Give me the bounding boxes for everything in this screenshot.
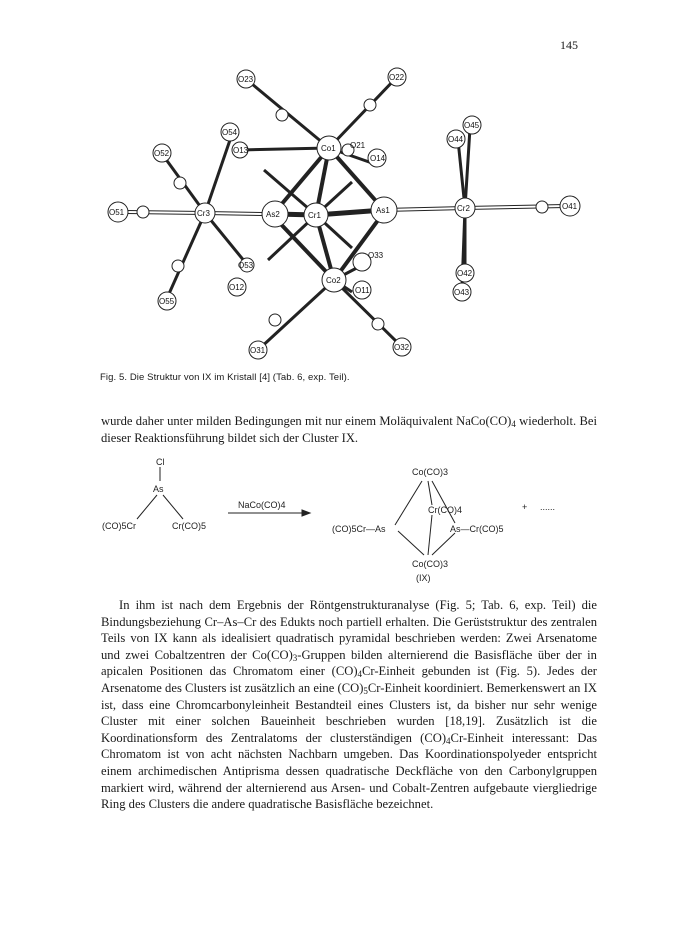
label-O11: O11 [355, 286, 370, 295]
label-O13: O13 [233, 146, 249, 155]
label-Cr2: Cr2 [457, 204, 470, 213]
reaction-scheme [0, 455, 680, 595]
label-Cr3: Cr3 [197, 209, 210, 218]
scheme-product-co-top: Co(CO)3 [412, 467, 449, 477]
label-Cr1: Cr1 [308, 211, 321, 220]
paragraph-1: wurde daher unter milden Bedingungen mit nur einem Moläquivalent $NaCo(CO)_4$ wiederholt. Bei dieser Reaktionsführung bildet sich der Cluster IX. [101, 414, 597, 445]
scheme-product-right: As—Cr(CO)5 [450, 524, 504, 534]
label-O32: O32 [394, 343, 410, 352]
label-O51: O51 [109, 208, 125, 217]
scheme-reactant-left: (CO)5Cr [102, 521, 136, 531]
bonds [123, 77, 565, 350]
label-O53: O53 [238, 261, 254, 270]
label-O43: O43 [454, 288, 470, 297]
scheme-dots: ...... [540, 502, 556, 512]
label-O52: O52 [154, 149, 170, 158]
figure-caption: Fig. 5. Die Struktur von IX im Kristall [4] (Tab. 6, exp. Teil). [100, 372, 350, 383]
label-Co1: Co1 [321, 144, 336, 153]
scheme-product-co-bottom: Co(CO)3 [412, 559, 449, 569]
label-O41: O41 [562, 202, 578, 211]
label-As1: As1 [376, 206, 390, 215]
label-O22: O22 [389, 73, 405, 82]
scheme-reactant-as: As [153, 484, 164, 494]
label-O23: O23 [238, 75, 254, 84]
scheme-reactant-right: Cr(CO)5 [172, 521, 206, 531]
scheme-plus: + [522, 502, 528, 512]
scheme-reagent: NaCo(CO)4 [238, 500, 286, 510]
label-O55: O55 [159, 297, 175, 306]
label-O31: O31 [250, 346, 266, 355]
label-O44: O44 [448, 135, 464, 144]
scheme-product-label: (IX) [416, 573, 431, 583]
scheme-reactant-cl: Cl [156, 457, 165, 467]
scheme-product-left: (CO)5Cr—As [332, 524, 386, 534]
label-O54: O54 [222, 128, 238, 137]
label-As2: As2 [266, 210, 280, 219]
label-O12: O12 [229, 283, 245, 292]
label-O21: O21 [350, 141, 366, 150]
label-O33: O33 [368, 251, 384, 260]
scheme-product-cr: Cr(CO)4 [428, 505, 462, 515]
paragraph-2: In ihm ist nach dem Ergebnis der Röntgenstrukturanalyse (Fig. 5; Tab. 6, exp. Teil) die Bindungsbeziehung Cr–As–Cr des Edukts noch partiell erhalten. Die Gerüststruktur des zentralen Teils von IX kann als idealisiert quadratisch pyramidal beschrieben werden: Zwei Arsenatome und zwei Cobaltzentren der $Co(CO)_3$-Gruppen bilden alternierend die Basisfläche über der in apicalen Positionen das Chromatom einer $(CO)_4Cr$-Einheit gebunden ist (Fig. 5). Jedes der Arsenatome des Clusters ist zusätzlich an eine $(CO)_5Cr$-Einheit koordiniert. Bemerkenswert an IX ist, dass eine Chromcarbonyleinheit Bestandteil eines Clusters ist, da bisher nur sehr wenige Cluster mit einer solchen Baueinheit beschrieben wurden [18,19]. Zusätzlich ist die Koordinationsform des Zentralatoms der clusterständigen $(CO)_4Cr$-Einheit interessant: Das Chromatom ist von acht nächsten Nachbarn umgeben. Das Koordinationspolyeder entspricht einem archimedischen Antiprisma dessen quadratische Deckfläche von den Carbonylgruppen markiert wird, während der alternierend aus Arsen- und Cobalt-Zentren aufgebaute viergliedrige Ring des Clusters die andere quadratische Basisfläche bezeichnet. [101, 598, 597, 812]
page-number: 145 [560, 38, 578, 52]
label-O14: O14 [370, 154, 386, 163]
label-O42: O42 [457, 269, 473, 278]
label-O45: O45 [464, 121, 480, 130]
label-Co2: Co2 [326, 276, 341, 285]
